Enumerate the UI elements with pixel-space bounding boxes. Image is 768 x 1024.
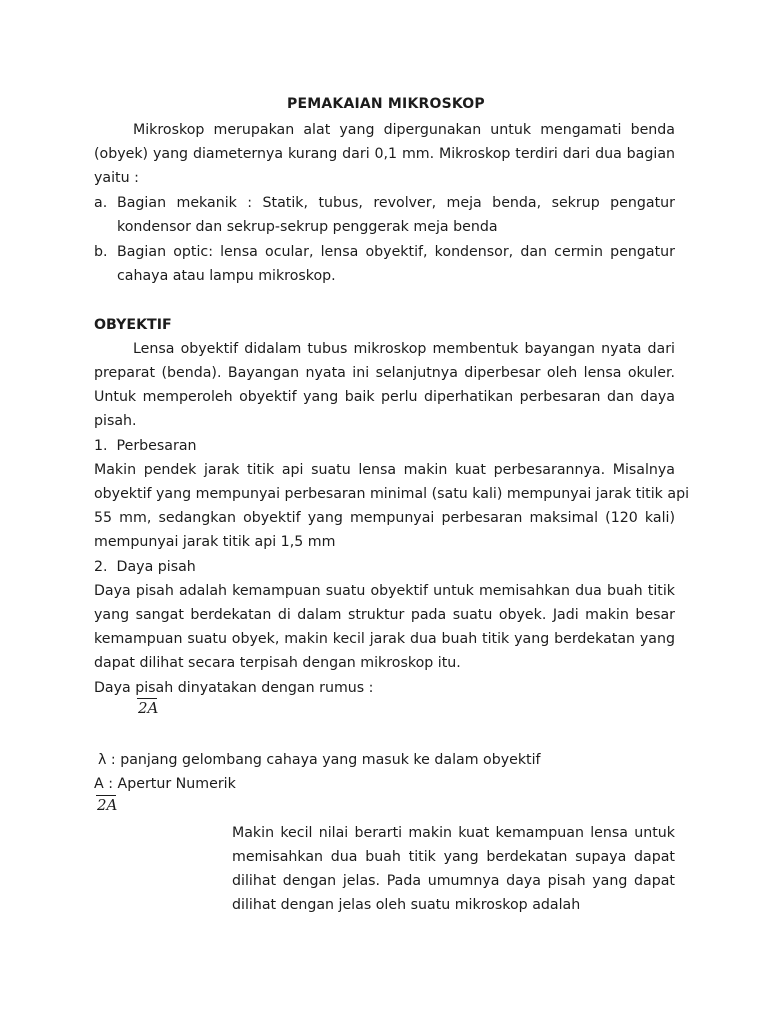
item2-line-1: Daya pisah adalah kemampuan suatu obyektif untuk memisahkan dua buah titik — [94, 583, 675, 599]
lambda-definition: λ : panjang gelombang cahaya yang masuk ke dalam obyektif — [98, 752, 541, 768]
objective-line-1: Lensa obyektif didalam tubus mikroskop membentuk bayangan nyata dari — [133, 341, 675, 357]
list-a-line-1: Bagian mekanik : Statik, tubus, revolver, meja benda, sekrup pengatur — [117, 195, 675, 211]
objective-line-2: preparat (benda). Bayangan nyata ini selanjutnya diperbesar oleh lensa okuler. — [94, 365, 675, 381]
list-a-line-2: kondensor dan sekrup-sekrup penggerak meja benda — [117, 219, 498, 235]
list-marker-a: a. — [94, 195, 108, 211]
item1-line-4: mempunyai jarak titik api 1,5 mm — [94, 534, 336, 550]
intro-line-3: yaitu : — [94, 170, 139, 186]
formula-denominator-2: 2A — [97, 796, 118, 814]
item1-heading: 1. Perbesaran — [94, 438, 197, 454]
aperture-definition: A : Apertur Numerik — [94, 776, 236, 792]
formula-intro: Daya pisah dinyatakan dengan rumus : — [94, 680, 374, 696]
intro-line-2: (obyek) yang diameternya kurang dari 0,1 mm. Mikroskop terdiri dari dua bagian — [94, 146, 675, 162]
item1-line-3: 55 mm, sedangkan obyektif yang mempunyai perbesaran maksimal (120 kali) — [94, 510, 675, 526]
document-title: PEMAKAIAN MIKROSKOP — [287, 96, 485, 112]
item1-line-2: obyektif yang mempunyai perbesaran minimal (satu kali) mempunyai jarak titik api — [94, 486, 690, 502]
item2-line-2: yang sangat berdekatan di dalam struktur pada suatu obyek. Jadi makin besar — [94, 607, 675, 623]
item1-line-1: Makin pendek jarak titik api suatu lensa makin kuat perbesarannya. Misalnya — [94, 462, 675, 478]
closing-line-2: memisahkan dua buah titik yang berdekatan supaya dapat — [232, 849, 675, 865]
list-b-line-1: Bagian optic: lensa ocular, lensa obyektif, kondensor, dan cermin pengatur — [117, 244, 675, 260]
closing-line-1: Makin kecil nilai berarti makin kuat kemampuan lensa untuk — [232, 825, 675, 841]
objective-line-4: pisah. — [94, 413, 137, 429]
objective-line-3: Untuk memperoleh obyektif yang baik perlu diperhatikan perbesaran dan daya — [94, 389, 675, 405]
section-heading: OBYEKTIF — [94, 317, 172, 333]
closing-line-4: dilihat dengan jelas oleh suatu mikroskop adalah — [232, 897, 581, 913]
formula-denominator-1: 2A — [138, 699, 159, 717]
intro-line-1: Mikroskop merupakan alat yang dipergunakan untuk mengamati benda — [133, 122, 675, 138]
item2-line-3: kemampuan suatu obyek, makin kecil jarak dua buah titik yang berdekatan yang — [94, 631, 675, 647]
item2-heading: 2. Daya pisah — [94, 559, 196, 575]
list-marker-b: b. — [94, 244, 108, 260]
list-b-line-2: cahaya atau lampu mikroskop. — [117, 268, 336, 284]
item2-line-4: dapat dilihat secara terpisah dengan mikroskop itu. — [94, 655, 461, 671]
closing-line-3: dilihat dengan jelas. Pada umumnya daya pisah yang dapat — [232, 873, 675, 889]
